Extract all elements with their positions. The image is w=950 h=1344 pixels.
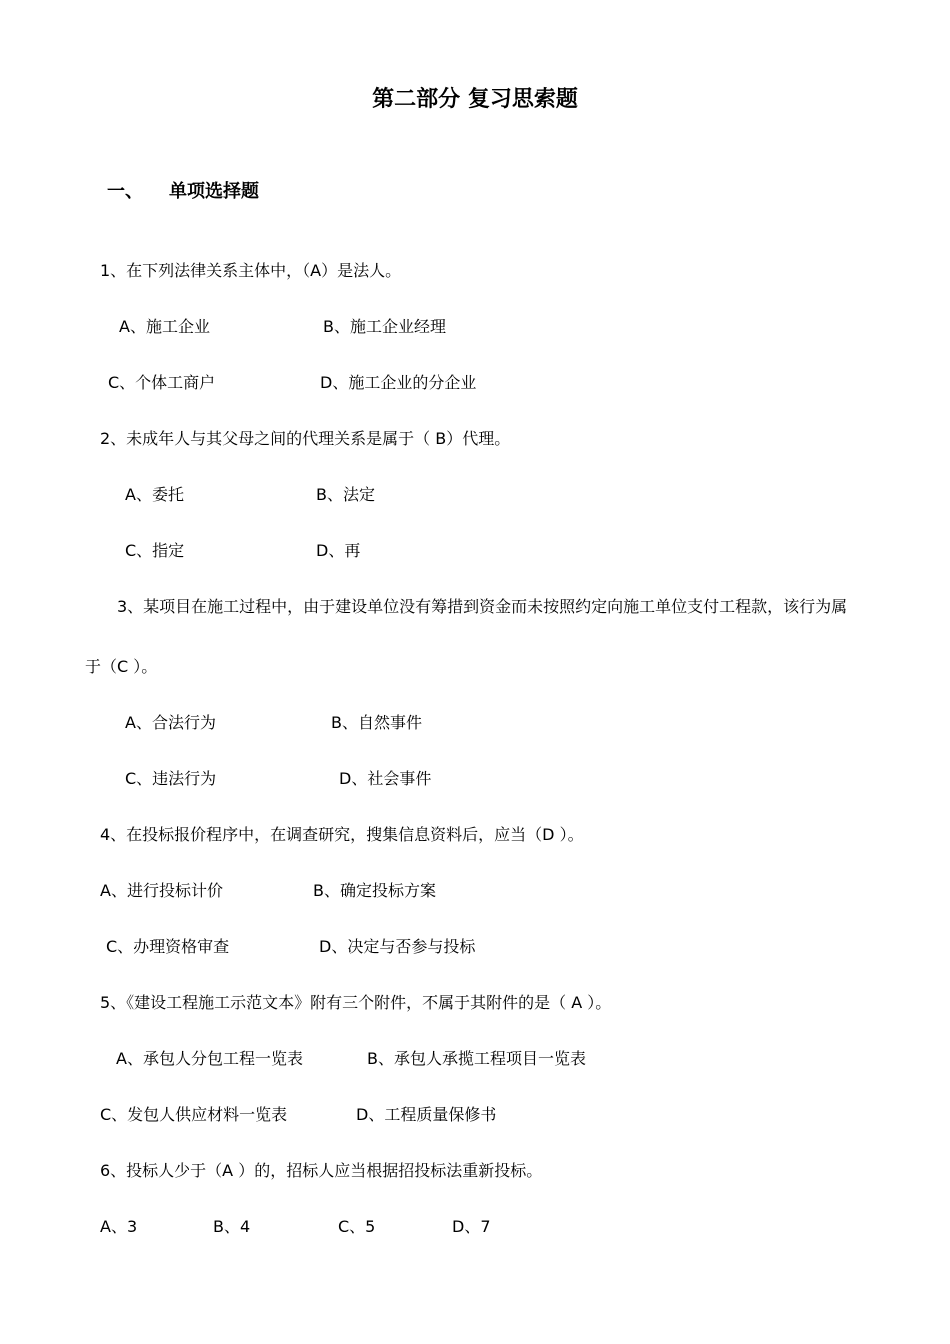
question-6-option-b: B、4 [213,1217,251,1236]
section-title: 单项选择题 [169,181,259,202]
question-6-option-c: C、5 [338,1217,376,1236]
question-6-stem: 6、投标人少于（A ）的，招标人应当根据招投标法重新投标。 [100,1161,543,1180]
section-number: 一、 [107,181,143,202]
question-2-option-a: A、委托 [125,485,184,504]
question-5-option-a: A、承包人分包工程一览表 [116,1049,303,1068]
question-4-option-b: B、确定投标方案 [313,881,436,900]
question-1-option-d: D、施工企业的分企业 [320,373,477,392]
question-4-option-a: A、进行投标计价 [100,881,223,900]
question-6-option-d: D、7 [452,1217,491,1236]
question-1-option-c: C、个体工商户 [108,373,216,392]
question-3-stem: 3、某项目在施工过程中，由于建设单位没有筹措到资金而未按照约定向施工单位支付工程款，该行为属 [117,597,848,616]
question-2-option-c: C、指定 [125,541,185,560]
question-3-option-d: D、社会事件 [339,769,432,788]
question-1-stem: 1、在下列法律关系主体中，（A）是法人。 [100,261,402,280]
question-1-option-b: B、施工企业经理 [323,317,446,336]
question-2-stem: 2、未成年人与其父母之间的代理关系是属于（ B）代理。 [100,429,511,448]
question-3-option-a: A、合法行为 [125,713,216,732]
question-5-option-b: B、承包人承揽工程项目一览表 [367,1049,586,1068]
question-1-option-a: A、施工企业 [119,317,210,336]
question-3-stem-continued: 于（C ）。 [85,657,158,676]
question-4-stem: 4、在投标报价程序中，在调查研究，搜集信息资料后，应当（D ）。 [100,825,584,844]
question-4-option-c: C、办理资格审查 [106,937,230,956]
question-2-option-b: B、法定 [316,485,375,504]
question-5-option-d: D、工程质量保修书 [356,1105,497,1124]
question-6-option-a: A、3 [100,1217,138,1236]
question-3-option-b: B、自然事件 [331,713,422,732]
question-2-option-d: D、再 [316,541,361,560]
question-3-option-c: C、违法行为 [125,769,217,788]
section-heading [107,180,259,204]
question-4-option-d: D、决定与否参与投标 [319,937,476,956]
question-5-option-c: C、发包人供应材料一览表 [100,1105,288,1124]
question-5-stem: 5、《建设工程施工示范文本》附有三个附件，不属于其附件的是（ A ）。 [100,993,612,1012]
page-title: 第二部分 复习思索题 [372,87,578,112]
